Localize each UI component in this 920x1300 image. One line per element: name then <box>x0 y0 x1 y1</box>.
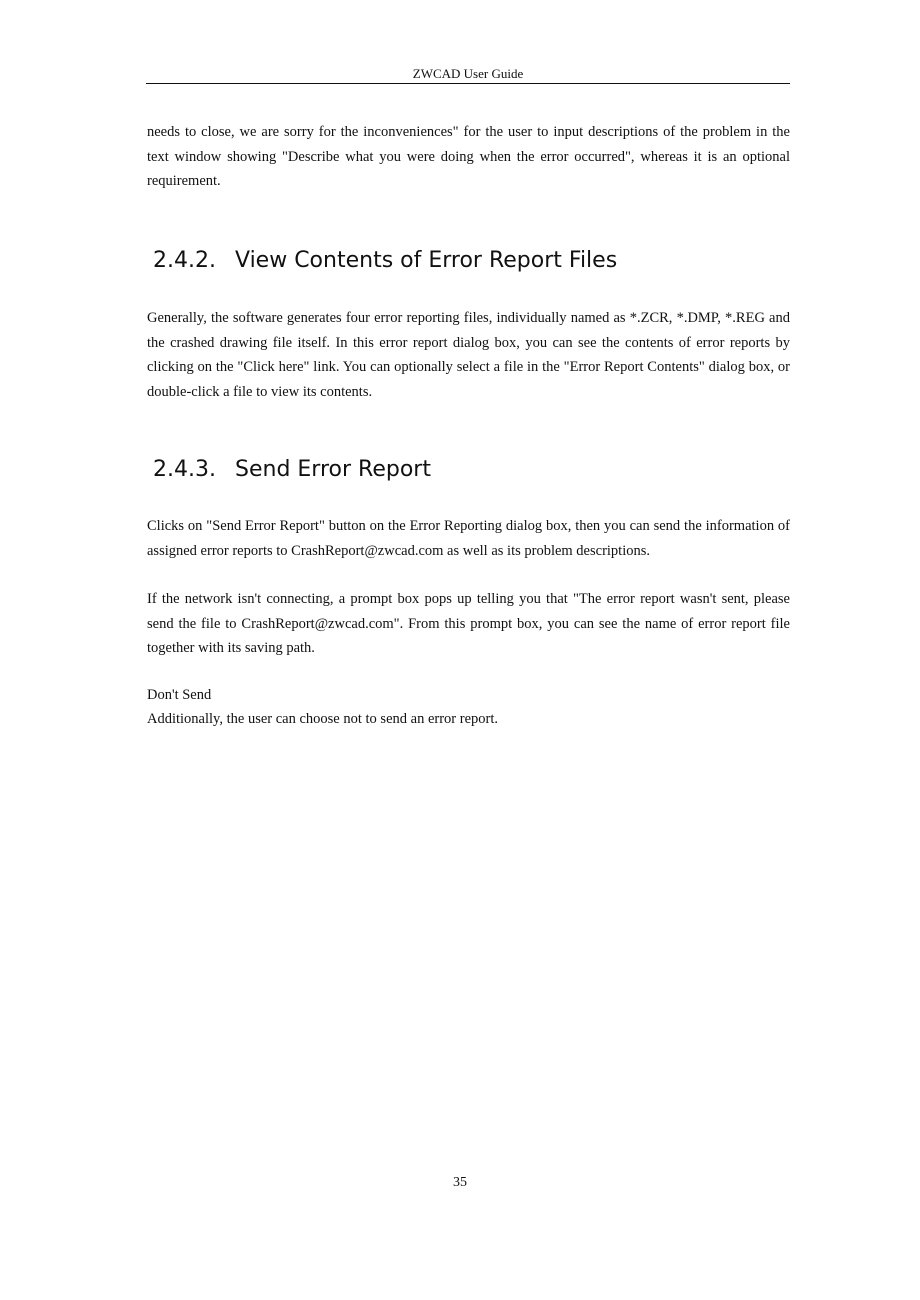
section-heading-2-4-2 <box>153 246 617 276</box>
dont-send-label: Don't Send <box>147 687 212 703</box>
section-2-4-2-paragraph: Generally, the software generates four error reporting files, individually named as *.ZCR, *.DMP, *.REG and the crashed drawing file itself. In this error report dialog box, you can see the contents of error reports by clicking on the "Click here" link. You can optionally select a file in the "Error Report Contents" dialog box, or double-click a file to view its contents. <box>147 310 790 400</box>
section-title: View Contents of Error Report Files <box>235 248 618 273</box>
section-2-4-3-paragraph-1: Clicks on "Send Error Report" button on the Error Reporting dialog box, then you can send the information of assigned error reports to CrashReport@zwcad.com as well as its problem descriptions. <box>147 518 790 559</box>
section-number: 2.4.2. <box>153 248 216 273</box>
dont-send-text: Additionally, the user can choose not to send an error report. <box>147 711 498 727</box>
section-2-4-3-paragraph-2: If the network isn't connecting, a prompt box pops up telling you that "The error report wasn't sent, please send the file to CrashReport@zwcad.com". From this prompt box, you can see the name of error report file together with its saving path. <box>147 591 790 656</box>
section-number: 2.4.3. <box>153 457 216 482</box>
section-heading-2-4-3 <box>153 455 431 485</box>
page-number: 35 <box>453 1175 467 1190</box>
intro-paragraph: needs to close, we are sorry for the inconveniences" for the user to input descriptions of the problem in the text window showing "Describe what you were doing when the error occurred", whereas it is an optional requirement. <box>147 124 790 189</box>
document-title: ZWCAD User Guide <box>412 66 524 81</box>
section-title: Send Error Report <box>235 457 431 482</box>
page-header <box>146 64 790 84</box>
